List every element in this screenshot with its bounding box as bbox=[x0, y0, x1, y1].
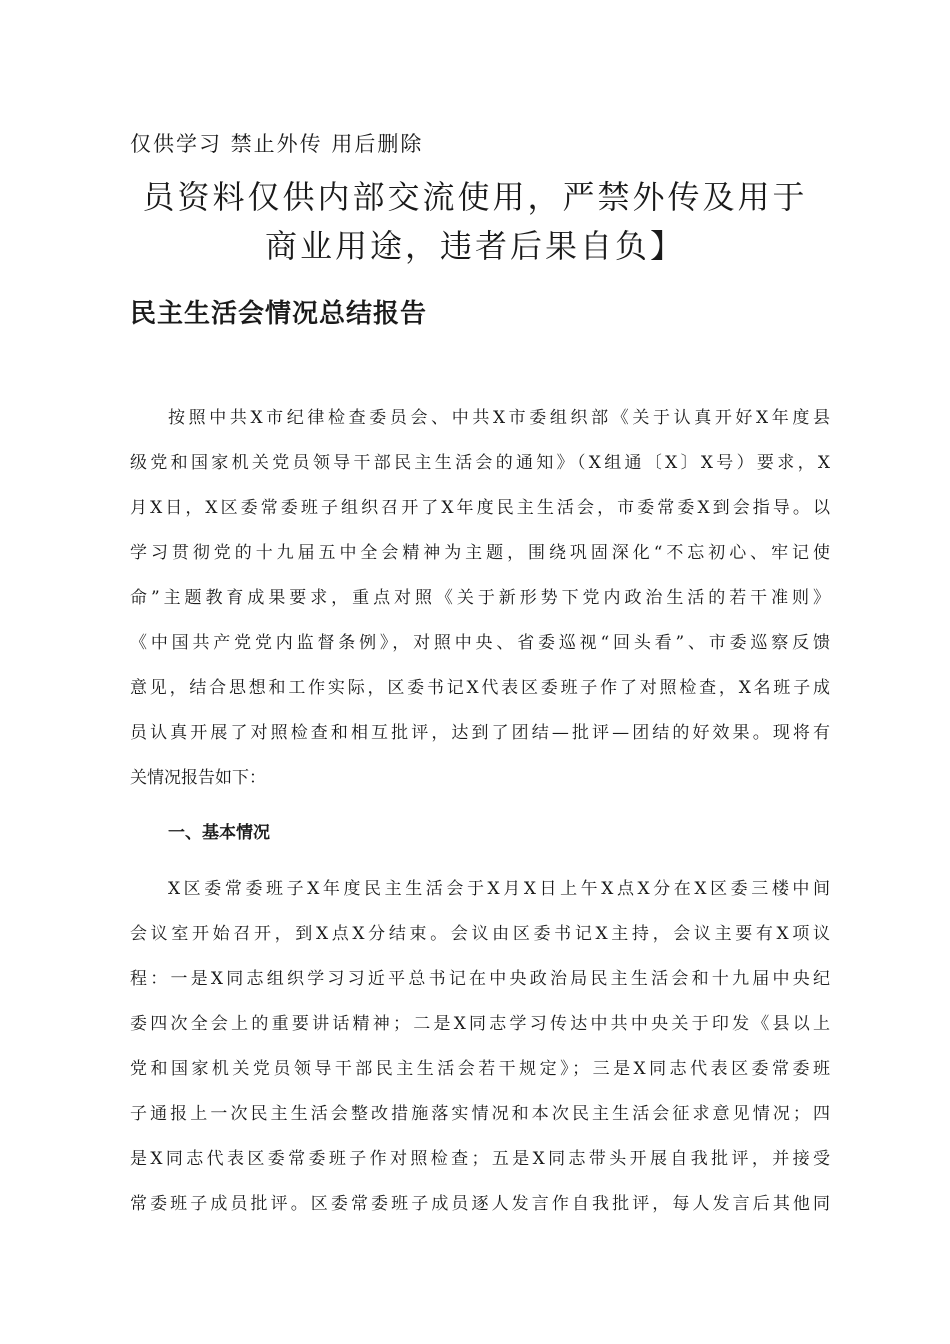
intro-line: 学习贯彻党的十九届五中全会精神为主题，围绕巩固深化“不忘初心、牢记使 bbox=[130, 543, 830, 563]
intro-line: 级党和国家机关党员领导干部民主生活会的通知》（X组通〔X〕X号）要求，X bbox=[130, 453, 830, 473]
usage-notice: 仅供学习 禁止外传 用后删除 bbox=[130, 132, 424, 156]
disclaimer-banner-line-2: 商业用途，违者后果自负】 bbox=[264, 227, 685, 265]
section1-line: 常委班子成员批评。区委常委班子成员逐人发言作自我批评，每人发言后其他同 bbox=[130, 1194, 830, 1214]
intro-line: 意见，结合思想和工作实际，区委书记X代表区委班子作了对照检查，X名班子成 bbox=[130, 678, 830, 698]
disclaimer-banner-line-1: 员资料仅供内部交流使用，严禁外传及用于 bbox=[142, 178, 808, 216]
intro-line: 关情况报告如下： bbox=[130, 768, 266, 788]
document-title: 民主生活会情况总结报告 bbox=[130, 299, 428, 329]
intro-line: 《中国共产党党内监督条例》，对照中央、省委巡视“回头看”、市委巡察反馈 bbox=[130, 633, 830, 653]
section1-line: 会议室开始召开，到X点X分结束。会议由区委书记X主持，会议主要有X项议 bbox=[130, 924, 830, 944]
section1-line: 委四次全会上的重要讲话精神；二是X同志学习传达中共中央关于印发《县以上 bbox=[130, 1014, 830, 1034]
intro-line: 命”主题教育成果要求，重点对照《关于新形势下党内政治生活的若干准则》 bbox=[130, 588, 830, 608]
section-heading-basic-situation: 一、基本情况 bbox=[168, 823, 270, 843]
section1-line: 是X同志代表区委常委班子作对照检查；五是X同志带头开展自我批评，并接受 bbox=[130, 1149, 830, 1169]
intro-line: 月X日，X区委常委班子组织召开了X年度民主生活会，市委常委X到会指导。以 bbox=[130, 498, 830, 518]
section1-line: 党和国家机关党员领导干部民主生活会若干规定》；三是X同志代表区委常委班 bbox=[130, 1059, 830, 1079]
intro-line: 按照中共X市纪律检查委员会、中共X市委组织部《关于认真开好X年度县 bbox=[168, 408, 830, 428]
intro-line: 员认真开展了对照检查和相互批评，达到了团结—批评—团结的好效果。现将有 bbox=[130, 723, 830, 743]
section1-line: 子通报上一次民主生活会整改措施落实情况和本次民主生活会征求意见情况；四 bbox=[130, 1104, 830, 1124]
section1-line: 程：一是X同志组织学习习近平总书记在中央政治局民主生活会和十九届中央纪 bbox=[130, 969, 830, 989]
section1-line: X区委常委班子X年度民主生活会于X月X日上午X点X分在X区委三楼中间 bbox=[168, 879, 830, 899]
